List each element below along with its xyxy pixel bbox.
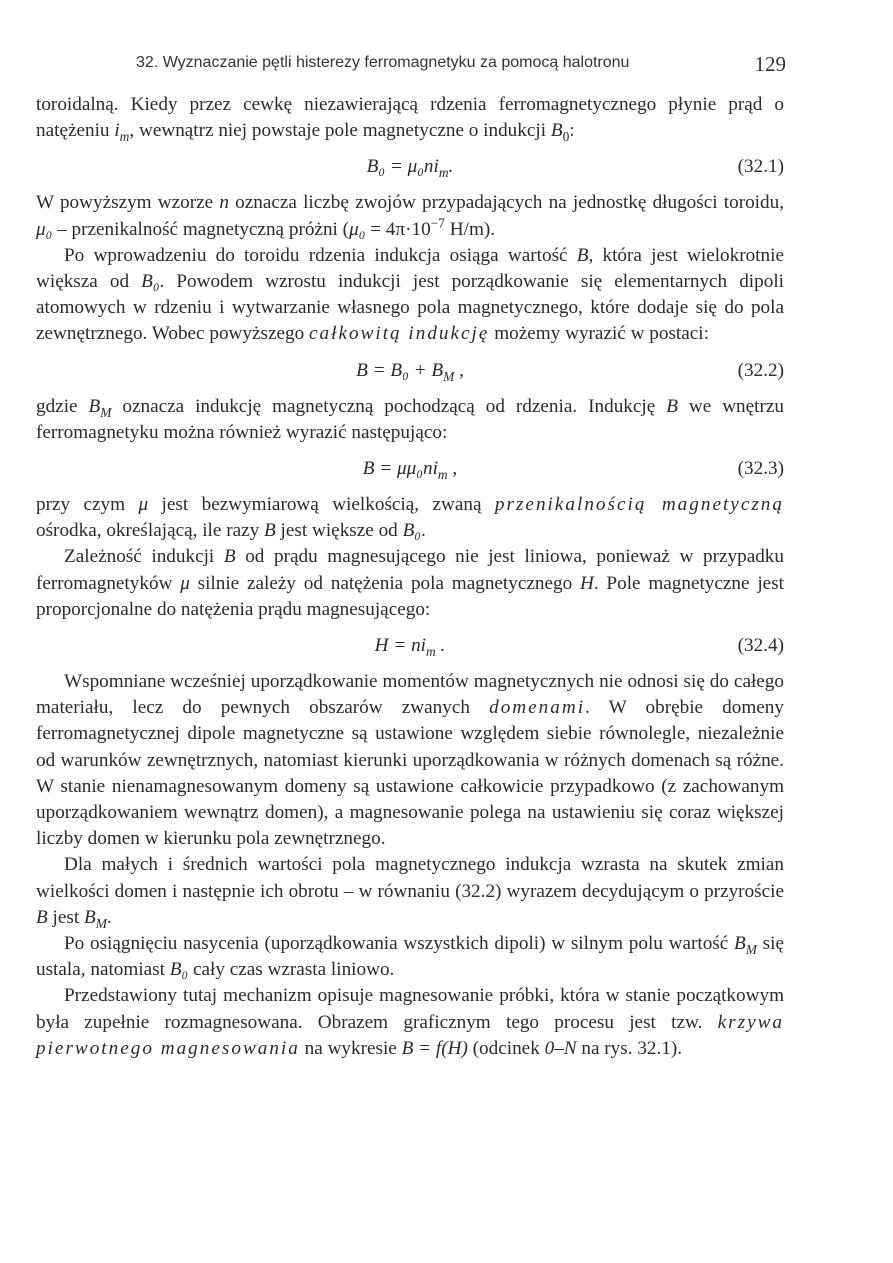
equation-formula: $B = \mu\mu_0ni_m$ , [362,458,458,482]
equation-32-3 [36,452,784,486]
paragraph-1: toroidalną. Kiedy przez cewkę niezawierającą rdzenia ferromagnetycznego płynie prąd o natężeniu $i_m$, wewnątrz niej powstaje pole magnetyczne o indukcji $B_0$: [36,94,784,145]
page-header [136,52,792,78]
running-title: 32. Wyznaczanie pętli histerezy ferromagnetyku za pomocą halotronu [136,54,630,71]
equation-formula: $H = ni_m$ . [374,635,446,659]
paragraph-9: Po osiągnięciu nasycenia (uporządkowania wszystkich dipoli) w silnym polu wartość $B_M$ się ustala, natomiast B₀ cały czas wzrasta liniowo. [36,933,784,981]
page-body [36,92,784,1062]
equation-32-2 [36,354,784,388]
paragraph-3: Po wprowadzeniu do toroidu rdzenia indukcja osiąga wartość B, która jest wielokrotnie większa od B₀. Powodem wzrostu indukcji jest porządkowanie się elementarnych dipoli atomowych w rdzeniu i wytwarzanie własnego pola magnetycznego, które dodaje się do pola zewnętrznego. Wobec powyższego całkowitą indukcję możemy wyrazić w postaci: [36,244,784,345]
equation-number: (32.2) [737,359,784,381]
equation-number: (32.4) [737,635,784,657]
equation-32-4 [36,629,784,663]
paragraph-8: Dla małych i średnich wartości pola magnetycznego indukcja wzrasta na skutek zmian wielkości domen i następnie ich obrotu – w równaniu (32.2) wyrazem decydującym o przyroście B jest $B_M$. [36,854,784,931]
paragraph-2: W powyższym wzorze n oznacza liczbę zwojów przypadających na jednostkę długości toroidu, μ₀ – przenikalność magnetyczną próżni ($\mu_0 = 4\pi\cdot 10^{-7}$ H/m). [36,192,785,240]
equation-number: (32.3) [737,458,784,480]
paragraph-10: Przedstawiony tutaj mechanizm opisuje magnesowanie próbki, która w stanie początkowym była zupełnie rozmagnesowana. Obrazem graficznym tego procesu jest tzw. krzywa pierwotnego magnesowania na wykresie B = f(H) (odcinek 0–N na rys. 32.1). [36,985,784,1059]
page-number: 129 [754,52,786,76]
paragraph-4: gdzie $B_M$ oznacza indukcję magnetyczną pochodzącą od rdzenia. Indukcję B we wnętrzu ferromagnetyku można również wyrazić następująco: [36,395,785,443]
paragraph-5: przy czym μ jest bezwymiarową wielkością, zwaną przenikalnością magnetyczną ośrodka, określającą, ile razy B jest większe od B₀. [36,494,784,542]
paragraph-7: Wspomniane wcześniej uporządkowanie momentów magnetycznych nie odnosi się do całego materiału, lecz do pewnych obszarów zwanych domenami. W obrębie domeny ferromagnetycznej dipole magnetyczne są ustawione względem siebie równolegle, niezależnie od warunków zewnętrznych, natomiast kierunki uporządkowania w różnych domenach są różne. W stanie nienamagnesowanym domeny są ustawione całkowicie przypadkowo (z zachowanym uporządkowaniem wewnątrz domen), a magnesowanie polega na ustawieniu się coraz większej liczby domen w kierunku pola zewnętrznego. [36,671,784,850]
equation-formula: $B = B_0 + B_M$ , [356,359,464,384]
paragraph-6: Zależność indukcji B od prądu magnesującego nie jest liniowa, ponieważ w przypadku ferromagnetyków μ silnie zależy od natężenia pola magnetycznego H. Pole magnetyczne jest proporcjonalne do natężenia prądu magnesującego: [36,546,784,620]
equation-32-1 [36,150,784,184]
equation-formula: $B_0 = \mu_0ni_m$. [366,156,454,181]
equation-number: (32.1) [737,156,784,178]
